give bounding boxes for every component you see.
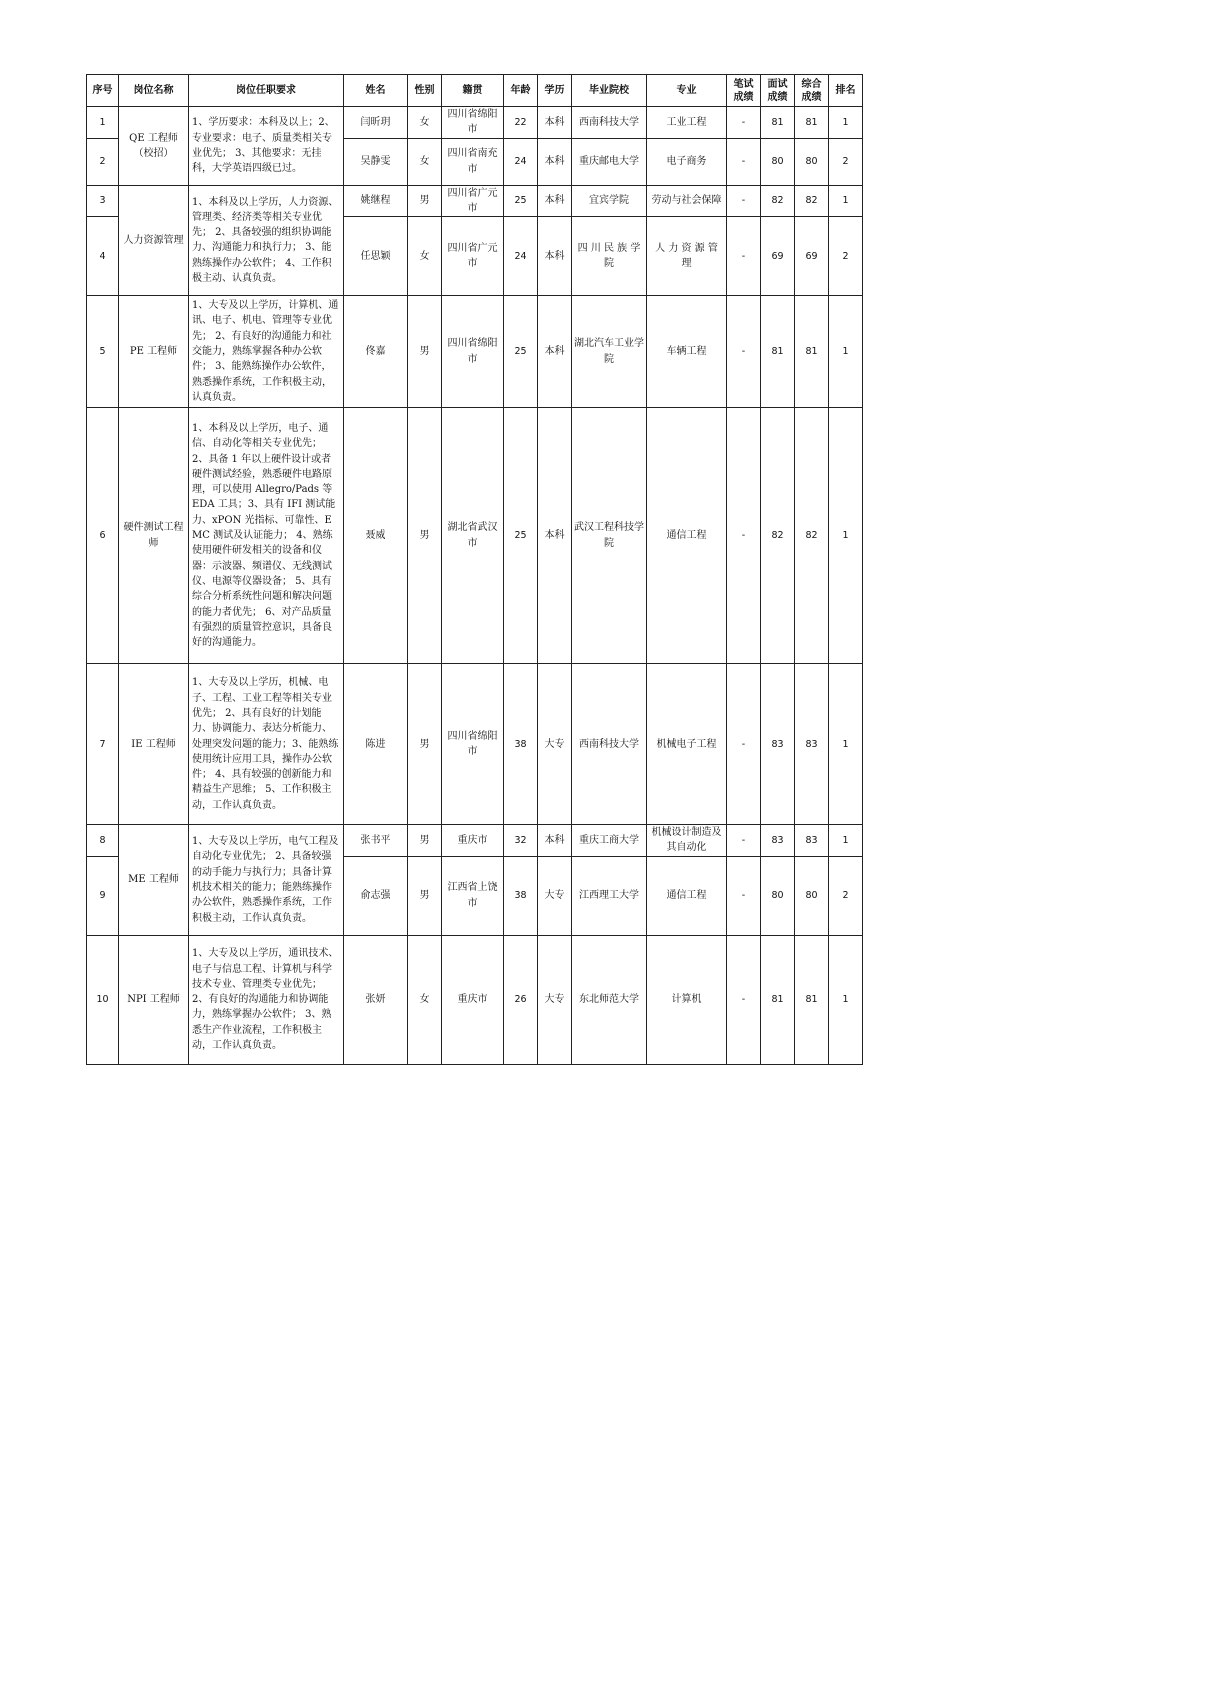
major: 车辆工程	[647, 296, 727, 408]
header-age: 年龄	[504, 75, 538, 107]
written-score: -	[727, 664, 761, 825]
school: 江西理工大学	[572, 856, 647, 935]
header-position: 岗位名称	[119, 75, 189, 107]
row-number: 1	[87, 107, 119, 139]
position-requirements: 1、大专及以上学历，机械、电子、工程、工业工程等相关专业优先； 2、具有良好的计划能力、协调能力、表达分析能力、处理突发问题的能力；3、能熟练使用统计应用工具，操作办公软件； 4、具有较强的创新能力和精益生产思维； 5、工作积极主动，工作认真负责。	[189, 664, 344, 825]
written-score: -	[727, 138, 761, 185]
education: 大专	[538, 856, 572, 935]
major: 通信工程	[647, 856, 727, 935]
rank: 1	[829, 408, 863, 664]
education: 本科	[538, 296, 572, 408]
header-gender: 性别	[408, 75, 442, 107]
interview-score: 81	[761, 296, 795, 408]
age: 22	[504, 107, 538, 139]
row-number: 10	[87, 935, 119, 1064]
header-interview-score: 面试成绩	[761, 75, 795, 107]
school: 西南科技大学	[572, 664, 647, 825]
candidate-score-table	[86, 74, 863, 1065]
school: 武汉工程科技学院	[572, 408, 647, 664]
rank: 2	[829, 217, 863, 296]
header-total-score: 综合成绩	[795, 75, 829, 107]
candidate-name: 张妍	[344, 935, 408, 1064]
interview-score: 80	[761, 138, 795, 185]
position-name: ME 工程师	[119, 825, 189, 936]
written-score: -	[727, 825, 761, 857]
candidate-name: 姚继程	[344, 185, 408, 217]
age: 38	[504, 856, 538, 935]
origin: 重庆市	[442, 825, 504, 857]
gender: 女	[408, 138, 442, 185]
age: 25	[504, 408, 538, 664]
total-score: 83	[795, 825, 829, 857]
gender: 男	[408, 408, 442, 664]
written-score: -	[727, 185, 761, 217]
total-score: 81	[795, 296, 829, 408]
row-number: 2	[87, 138, 119, 185]
row-number: 4	[87, 217, 119, 296]
candidate-name: 吴静雯	[344, 138, 408, 185]
header-rank: 排名	[829, 75, 863, 107]
rank: 1	[829, 107, 863, 139]
header-no: 序号	[87, 75, 119, 107]
school: 重庆邮电大学	[572, 138, 647, 185]
table-row	[87, 107, 863, 139]
rank: 2	[829, 856, 863, 935]
age: 24	[504, 217, 538, 296]
table-row	[87, 825, 863, 857]
gender: 男	[408, 185, 442, 217]
total-score: 83	[795, 664, 829, 825]
table-row	[87, 935, 863, 1064]
header-education: 学历	[538, 75, 572, 107]
candidate-name: 聂威	[344, 408, 408, 664]
candidate-name: 张书平	[344, 825, 408, 857]
rank: 1	[829, 296, 863, 408]
school: 宜宾学院	[572, 185, 647, 217]
rank: 1	[829, 664, 863, 825]
interview-score: 69	[761, 217, 795, 296]
candidate-name: 陈进	[344, 664, 408, 825]
education: 大专	[538, 664, 572, 825]
rank: 1	[829, 185, 863, 217]
major: 人 力 资 源 管 理	[647, 217, 727, 296]
position-name: 硬件测试工程师	[119, 408, 189, 664]
written-score: -	[727, 856, 761, 935]
age: 25	[504, 185, 538, 217]
total-score: 80	[795, 856, 829, 935]
interview-score: 80	[761, 856, 795, 935]
gender: 男	[408, 296, 442, 408]
position-name: NPI 工程师	[119, 935, 189, 1064]
gender: 女	[408, 107, 442, 139]
interview-score: 82	[761, 408, 795, 664]
origin: 四川省广元市	[442, 217, 504, 296]
school: 湖北汽车工业学院	[572, 296, 647, 408]
school: 西南科技大学	[572, 107, 647, 139]
school: 四 川 民 族 学 院	[572, 217, 647, 296]
header-requirements: 岗位任职要求	[189, 75, 344, 107]
education: 本科	[538, 408, 572, 664]
candidate-name: 俞志强	[344, 856, 408, 935]
origin: 四川省广元市	[442, 185, 504, 217]
interview-score: 81	[761, 107, 795, 139]
row-number: 9	[87, 856, 119, 935]
gender: 女	[408, 217, 442, 296]
age: 25	[504, 296, 538, 408]
major: 工业工程	[647, 107, 727, 139]
position-name: PE 工程师	[119, 296, 189, 408]
major: 计算机	[647, 935, 727, 1064]
education: 本科	[538, 825, 572, 857]
rank: 1	[829, 825, 863, 857]
written-score: -	[727, 935, 761, 1064]
candidate-name: 佟嘉	[344, 296, 408, 408]
total-score: 81	[795, 935, 829, 1064]
origin: 江西省上饶市	[442, 856, 504, 935]
header-name: 姓名	[344, 75, 408, 107]
position-requirements: 1、大专及以上学历，计算机、通讯、电子、机电、管理等专业优先； 2、有良好的沟通能力和社交能力，熟练掌握各种办公软件； 3、能熟练操作办公软件，熟悉操作系统，工作积极主动，认真负责。	[189, 296, 344, 408]
education: 本科	[538, 185, 572, 217]
row-number: 7	[87, 664, 119, 825]
origin: 四川省绵阳市	[442, 107, 504, 139]
table-row	[87, 408, 863, 664]
position-name: 人力资源管理	[119, 185, 189, 296]
major: 机械电子工程	[647, 664, 727, 825]
row-number: 8	[87, 825, 119, 857]
table-row	[87, 664, 863, 825]
education: 大专	[538, 935, 572, 1064]
header-school: 毕业院校	[572, 75, 647, 107]
total-score: 80	[795, 138, 829, 185]
origin: 湖北省武汉市	[442, 408, 504, 664]
interview-score: 82	[761, 185, 795, 217]
written-score: -	[727, 408, 761, 664]
written-score: -	[727, 296, 761, 408]
row-number: 6	[87, 408, 119, 664]
position-requirements: 1、本科及以上学历，人力资源、管理类、经济类等相关专业优先； 2、具备较强的组织协调能力、沟通能力和执行力； 3、能熟练操作办公软件； 4、工作积极主动、认真负责。	[189, 185, 344, 296]
origin: 四川省南充市	[442, 138, 504, 185]
table-row	[87, 296, 863, 408]
total-score: 81	[795, 107, 829, 139]
origin: 四川省绵阳市	[442, 296, 504, 408]
school: 东北师范大学	[572, 935, 647, 1064]
gender: 男	[408, 856, 442, 935]
written-score: -	[727, 217, 761, 296]
age: 24	[504, 138, 538, 185]
major: 电子商务	[647, 138, 727, 185]
age: 32	[504, 825, 538, 857]
gender: 男	[408, 825, 442, 857]
table-row	[87, 185, 863, 217]
candidate-name: 任思颖	[344, 217, 408, 296]
position-requirements: 1、本科及以上学历，电子、通信、自动化等相关专业优先； 2、具备 1 年以上硬件设计或者硬件测试经验，熟悉硬件电路原理，可以使用 Allegro/Pads 等 EDA 工具；3、具有 IFI 测试能力、xPON 光指标、可靠性、EMC 测试及认证能力； 4、熟练使用硬件研发相关的设备和仪器：示波器、频谱仪、无线测试仪、电源等仪器设备； 5、具有综合分析系统性问题和解决问题的能力者优先； 6、对产品质量有强烈的质量管控意识，具备良好的沟通能力。	[189, 408, 344, 664]
written-score: -	[727, 107, 761, 139]
major: 机械设计制造及其自动化	[647, 825, 727, 857]
age: 26	[504, 935, 538, 1064]
age: 38	[504, 664, 538, 825]
header-origin: 籍贯	[442, 75, 504, 107]
header-written-score: 笔试成绩	[727, 75, 761, 107]
position-requirements: 1、大专及以上学历，电气工程及自动化专业优先； 2、具备较强的动手能力与执行力；具备计算机技术相关的能力；能熟练操作办公软件，熟悉操作系统，工作积极主动，工作认真负责。	[189, 825, 344, 936]
position-name: IE 工程师	[119, 664, 189, 825]
education: 本科	[538, 217, 572, 296]
total-score: 69	[795, 217, 829, 296]
total-score: 82	[795, 408, 829, 664]
total-score: 82	[795, 185, 829, 217]
interview-score: 81	[761, 935, 795, 1064]
row-number: 3	[87, 185, 119, 217]
origin: 重庆市	[442, 935, 504, 1064]
header-row	[87, 75, 863, 107]
school: 重庆工商大学	[572, 825, 647, 857]
position-name: QE 工程师（校招）	[119, 107, 189, 186]
position-requirements: 1、学历要求：本科及以上；2、专业要求：电子、质量类相关专业优先； 3、其他要求：无挂科，大学英语四级已过。	[189, 107, 344, 186]
education: 本科	[538, 138, 572, 185]
origin: 四川省绵阳市	[442, 664, 504, 825]
gender: 男	[408, 664, 442, 825]
rank: 1	[829, 935, 863, 1064]
interview-score: 83	[761, 664, 795, 825]
candidate-name: 闫昕玥	[344, 107, 408, 139]
header-major: 专业	[647, 75, 727, 107]
gender: 女	[408, 935, 442, 1064]
position-requirements: 1、大专及以上学历，通讯技术、电子与信息工程、计算机与科学技术专业、管理类专业优先； 2、有良好的沟通能力和协调能力，熟练掌握办公软件； 3、熟悉生产作业流程，工作积极主动，工作认真负责。	[189, 935, 344, 1064]
education: 本科	[538, 107, 572, 139]
major: 通信工程	[647, 408, 727, 664]
interview-score: 83	[761, 825, 795, 857]
row-number: 5	[87, 296, 119, 408]
rank: 2	[829, 138, 863, 185]
major: 劳动与社会保障	[647, 185, 727, 217]
